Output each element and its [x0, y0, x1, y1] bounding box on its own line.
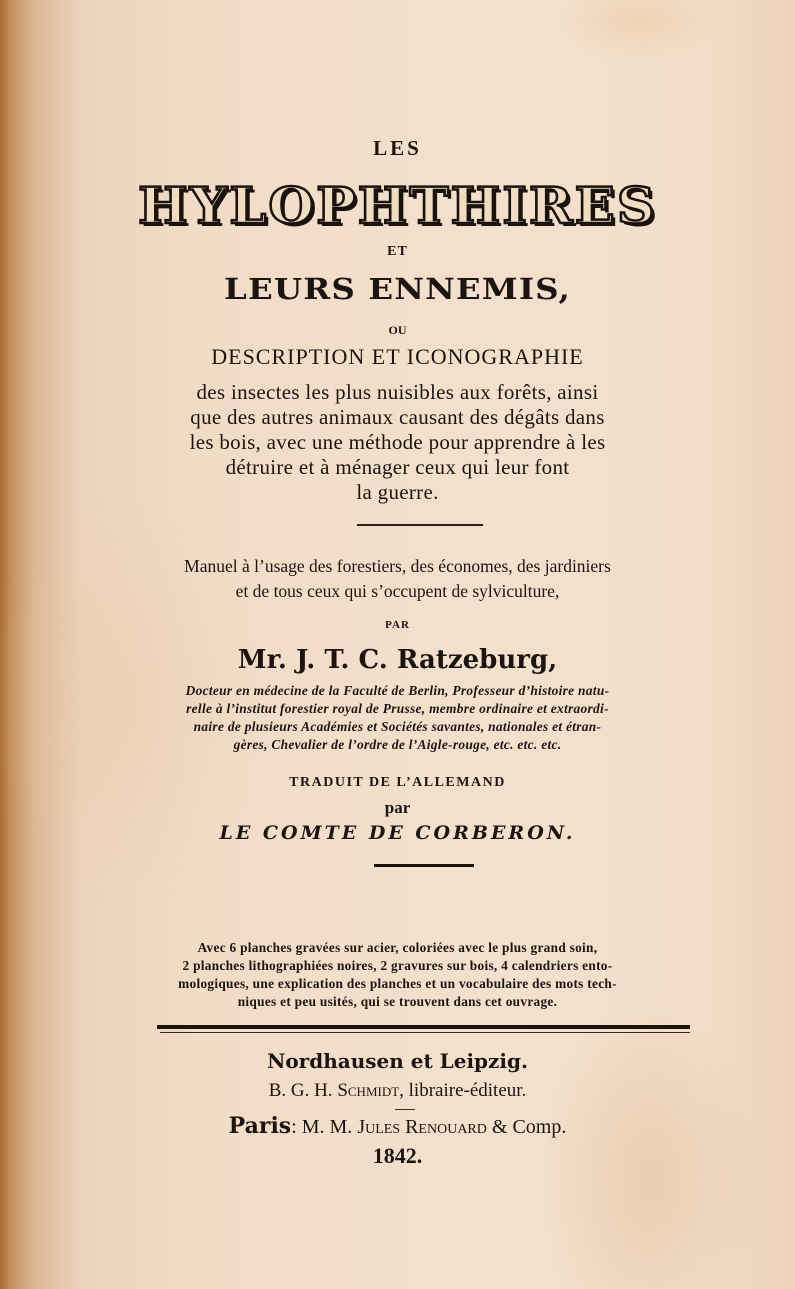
credentials-line: Docteur en médecine de la Faculté de Berlin, Professeur d’histoire natu- — [185, 683, 610, 698]
publisher-suffix: , libraire-éditeur. — [399, 1080, 527, 1101]
publisher-line — [0, 1080, 795, 1102]
credentials-line: relle à l’institut forestier royal de Prusse, membre ordinaire et extraordi- — [186, 701, 609, 716]
paris-prefix: : M. M. — [291, 1116, 353, 1138]
main-title: HYLOPHTHIRES — [138, 176, 657, 235]
les-heading: LES — [373, 136, 422, 160]
divider-rule — [395, 1109, 415, 1110]
author-name: Mr. J. T. C. Ratzeburg, — [237, 645, 558, 675]
par-label: PAR — [385, 619, 410, 631]
manual-line: Manuel à l’usage des forestiers, des économes, des jardiniers — [184, 556, 611, 576]
translator-name: LE COMTE DE CORBERON. — [219, 822, 576, 844]
ou-connector: OU — [388, 323, 407, 337]
plates-line: 2 planches lithographiées noires, 2 gravures sur bois, 4 calendriers ento- — [182, 958, 613, 973]
translated-label: TRADUIT DE L’ALLEMAND — [289, 775, 506, 790]
publication-year: 1842. — [372, 1143, 423, 1168]
description-line: les bois, avec une méthode pour apprendre à les — [189, 430, 606, 454]
description-line: la guerre. — [356, 480, 439, 504]
paris-label: Paris — [228, 1113, 292, 1139]
publication-place: Nordhausen et Leipzig. — [267, 1049, 528, 1073]
credentials-line: gères, Chevalier de l’ordre de l’Aigle-rouge, etc. etc. etc. — [233, 737, 562, 752]
par-lower-label: par — [384, 798, 411, 817]
publisher-initials: B. G. H. — [268, 1080, 333, 1101]
divider-rule — [374, 864, 474, 867]
paris-publisher-name: Jules Renouard — [357, 1116, 487, 1138]
subtitle: LEURS ENNEMIS, — [223, 272, 571, 306]
plates-line: mologiques, une explication des planches et un vocabulaire des mots tech- — [178, 976, 617, 991]
description-line: que des autres animaux causant des dégâts dans — [190, 405, 605, 429]
double-rule-thin — [160, 1032, 690, 1033]
publisher-name: Schmidt — [337, 1080, 400, 1101]
credentials-line: naire de plusieurs Académies et Sociétés savantes, nationales et étran- — [193, 719, 602, 734]
plates-line: niques et peu usités, qui se trouvent dans cet ouvrage. — [237, 994, 558, 1009]
double-rule-thick — [157, 1025, 690, 1029]
description-line: des insectes les plus nuisibles aux forêts, ainsi — [196, 380, 599, 404]
paris-suffix: & Comp. — [491, 1116, 567, 1138]
plates-line: Avec 6 planches gravées sur acier, coloriées avec le plus grand soin, — [197, 940, 598, 955]
divider-rule — [357, 524, 483, 526]
et-connector: ET — [387, 244, 408, 259]
description-line: détruire et à ménager ceux qui leur font — [225, 455, 570, 479]
description-heading: DESCRIPTION ET ICONOGRAPHIE — [211, 344, 584, 369]
manual-line: et de tous ceux qui s’occupent de sylviculture, — [235, 581, 560, 601]
paris-publisher-line — [0, 1113, 795, 1139]
